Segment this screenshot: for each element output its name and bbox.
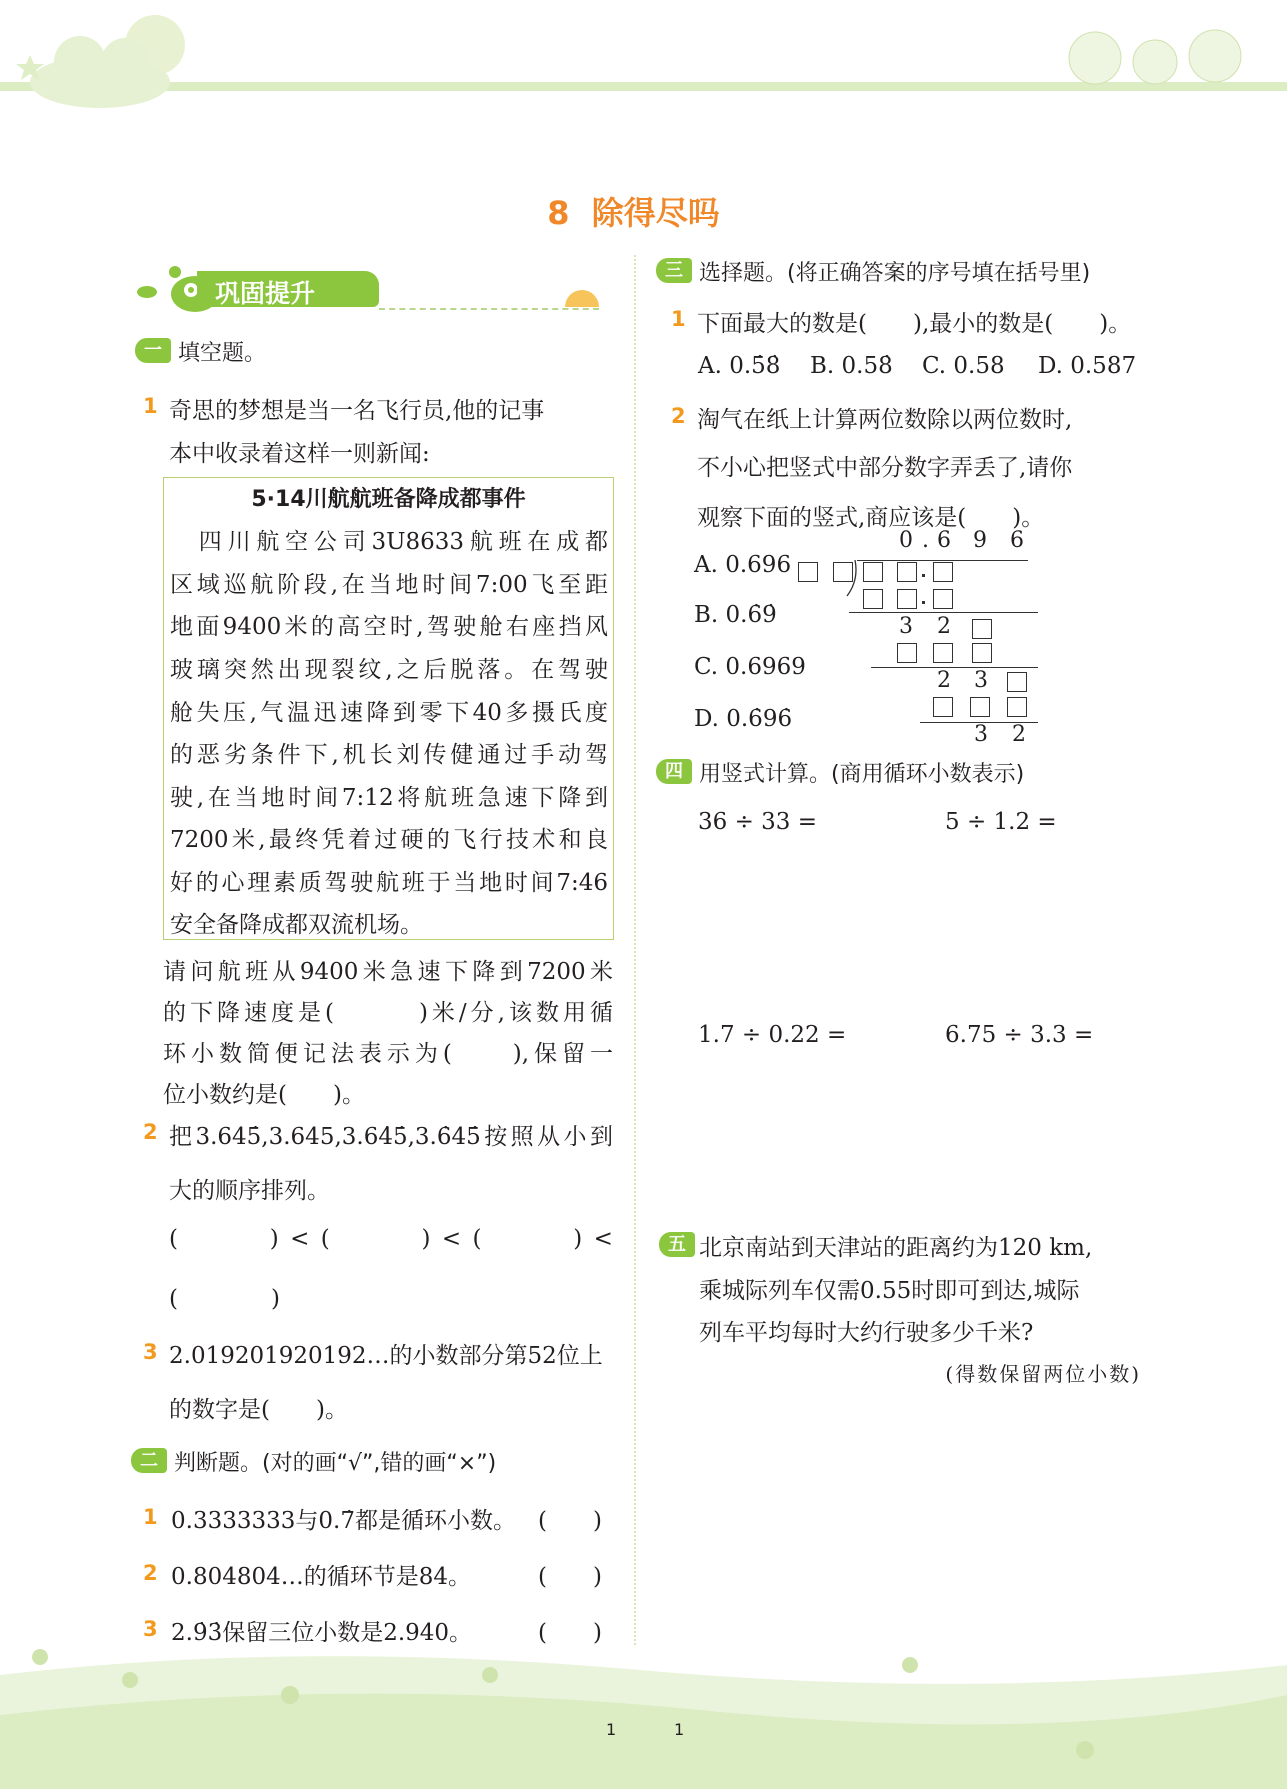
section-title-calc: 用竖式计算。(商用循环小数表示)	[699, 762, 1025, 787]
missing-digit-box[interactable]	[897, 562, 917, 582]
question-text: 观察下面的竖式,商应该是( )。	[697, 505, 1045, 531]
judge-statement: 2.9̇3̇保留三位小数是2.940。	[171, 1620, 473, 1646]
page-number: 1	[674, 1720, 685, 1739]
missing-digit-box[interactable]	[863, 589, 883, 609]
question-text: 位小数约是( )。	[163, 1082, 365, 1108]
news-line: 7200米,最终凭着过硬的飞行技术和良	[170, 827, 608, 853]
question-text: 2.019201920192…的小数部分第52位上	[169, 1343, 603, 1369]
question-number: 3	[143, 1617, 158, 1641]
option-c[interactable]: C. 0.58	[922, 353, 1005, 379]
missing-digit-box[interactable]	[933, 562, 953, 582]
question-text: 奇思的梦想是当一名飞行员,他的记事	[169, 398, 545, 424]
division-digit: 2	[937, 614, 951, 639]
section-title-choice: 选择题。(将正确答案的序号填在括号里)	[699, 261, 1091, 286]
question-number: 2	[143, 1120, 158, 1144]
news-line: 好的心理素质驾驶航班于当地时间7:46	[170, 870, 608, 896]
division-digit: 2	[1012, 722, 1026, 747]
section-badge-1: 一	[135, 338, 171, 363]
option-d[interactable]: D. 0.6̇96̇	[694, 706, 793, 732]
question-number: 1	[143, 1505, 158, 1529]
option-a[interactable]: A. 0.5̇8̇	[698, 353, 781, 379]
section-title-fill: 填空题。	[178, 341, 267, 366]
question-number: 2	[143, 1561, 158, 1585]
news-title: 5·14川航航班备降成都事件	[251, 487, 526, 512]
question-text: 大的顺序排列。	[169, 1178, 330, 1204]
news-line: 舱失压,气温迅速降到零下40多摄氏度	[170, 700, 608, 726]
sun-icon	[565, 290, 599, 307]
calc-expression: 6.75 ÷ 3.3 =	[945, 1022, 1094, 1048]
calc-expression: 5 ÷ 1.2 =	[945, 809, 1057, 835]
question-text: 的数字是( )。	[169, 1397, 348, 1423]
answer-blank[interactable]: ( )	[538, 1564, 602, 1590]
calc-expression: 1.7 ÷ 0.22 =	[698, 1022, 847, 1048]
missing-digit-box[interactable]	[897, 643, 917, 663]
question-text: 淘气在纸上计算两位数除以两位数时,	[697, 407, 1073, 433]
section-badge-4: 四	[656, 759, 692, 784]
column-divider	[634, 255, 636, 1645]
question-text: 本中收录着这样一则新闻:	[169, 441, 430, 467]
quotient-digit: .	[922, 528, 929, 553]
division-digit: 3	[974, 722, 988, 747]
page-title: 8 除得尽吗	[547, 194, 720, 232]
answer-blank[interactable]: ( )	[169, 1286, 286, 1312]
question-text: 环小数简便记法表示为( ),保留一	[163, 1041, 613, 1067]
missing-digit-box[interactable]	[1007, 672, 1027, 692]
question-number: 1	[143, 394, 158, 418]
missing-digit-box[interactable]	[897, 589, 917, 609]
news-line: 的恶劣条件下,机长刘传健通过手动驾	[170, 742, 608, 768]
missing-digit-box[interactable]	[972, 619, 992, 639]
question-number: 2	[671, 404, 686, 428]
word-problem-text: 乘城际列车仅需0.55时即可到达,城际	[699, 1278, 1080, 1304]
banner-label: 巩固提升	[215, 279, 316, 308]
division-bracket	[845, 558, 859, 598]
section-badge-5: 五	[659, 1232, 695, 1257]
missing-digit-box[interactable]	[1007, 697, 1027, 717]
ordering-blanks: ( ) < ( ) < ( ) <	[169, 1226, 613, 1252]
division-digit: 3	[974, 668, 988, 693]
quotient-digit: 9	[973, 528, 987, 553]
cloud-sun-decoration	[0, 0, 200, 115]
missing-digit-box[interactable]	[933, 643, 953, 663]
animal-decoration	[1060, 20, 1250, 88]
news-line: 四川航空公司3U8633航班在成都	[170, 529, 608, 555]
option-c[interactable]: C. 0.6969	[694, 654, 806, 680]
page-number: 1	[606, 1720, 617, 1739]
banner	[135, 262, 615, 312]
word-problem-note: (得数保留两位小数)	[945, 1362, 1141, 1386]
answer-blank[interactable]: ( )	[538, 1620, 602, 1646]
judge-statement: 0.804804…的循环节是84。	[171, 1564, 472, 1590]
option-d[interactable]: D. 0.587	[1038, 353, 1137, 379]
section-title-judge: 判断题。(对的画“√”,错的画“×”)	[174, 1451, 497, 1476]
question-text: 请问航班从9400米急速下降到7200米	[163, 959, 613, 985]
missing-digit-box[interactable]	[933, 697, 953, 717]
question-number: 1	[671, 307, 686, 331]
question-number: 3	[143, 1340, 158, 1364]
hills-decoration	[0, 1635, 1287, 1789]
news-line: 区域巡航阶段,在当地时间7:00飞至距	[170, 572, 608, 598]
division-digit: 3	[899, 614, 913, 639]
word-problem-text: 北京南站到天津站的距离约为120 km,	[699, 1235, 1093, 1261]
news-line: 地面9400米的高空时,驾驶舱右座挡风	[170, 614, 608, 640]
missing-digit-box[interactable]	[933, 589, 953, 609]
answer-blank[interactable]: ( )	[538, 1508, 602, 1534]
word-problem-text: 列车平均每时大约行驶多少千米?	[699, 1320, 1034, 1346]
judge-statement: 0.3333333与0.7̇都是循环小数。	[171, 1508, 516, 1534]
missing-digit-box[interactable]	[798, 562, 818, 582]
missing-digit-box[interactable]	[972, 643, 992, 663]
question-text: 的下降速度是( )米/分,该数用循	[163, 1000, 613, 1026]
question-text: 不小心把竖式中部分数字弄丢了,请你	[697, 455, 1073, 481]
quotient-digit: 0	[899, 528, 913, 553]
news-line: 驶,在当地时间7:12将航班急速下降到	[170, 785, 608, 811]
news-line: 玻璃突然出现裂纹,之后脱落。在驾驶	[170, 657, 608, 683]
section-badge-3: 三	[656, 258, 692, 283]
quotient-digit: 6	[1010, 528, 1024, 553]
section-badge-2: 二	[131, 1448, 167, 1473]
calc-expression: 36 ÷ 33 =	[698, 809, 818, 835]
missing-digit-box[interactable]	[863, 562, 883, 582]
option-b[interactable]: B. 0.6̇9̇	[694, 602, 777, 628]
option-a[interactable]: A. 0.696	[694, 552, 792, 578]
division-digit: 2	[937, 668, 951, 693]
option-b[interactable]: B. 0.58̇	[810, 353, 893, 379]
quotient-digit: 6	[937, 528, 951, 553]
news-line: 安全备降成都双流机场。	[170, 912, 423, 938]
missing-digit-box[interactable]	[970, 697, 990, 717]
question-text: 下面最大的数是( ),最小的数是( )。	[697, 311, 1132, 337]
question-text: 把3.645̇,3.645,3.64̇5̇,3.6̇45̇按照从小到	[169, 1124, 613, 1150]
